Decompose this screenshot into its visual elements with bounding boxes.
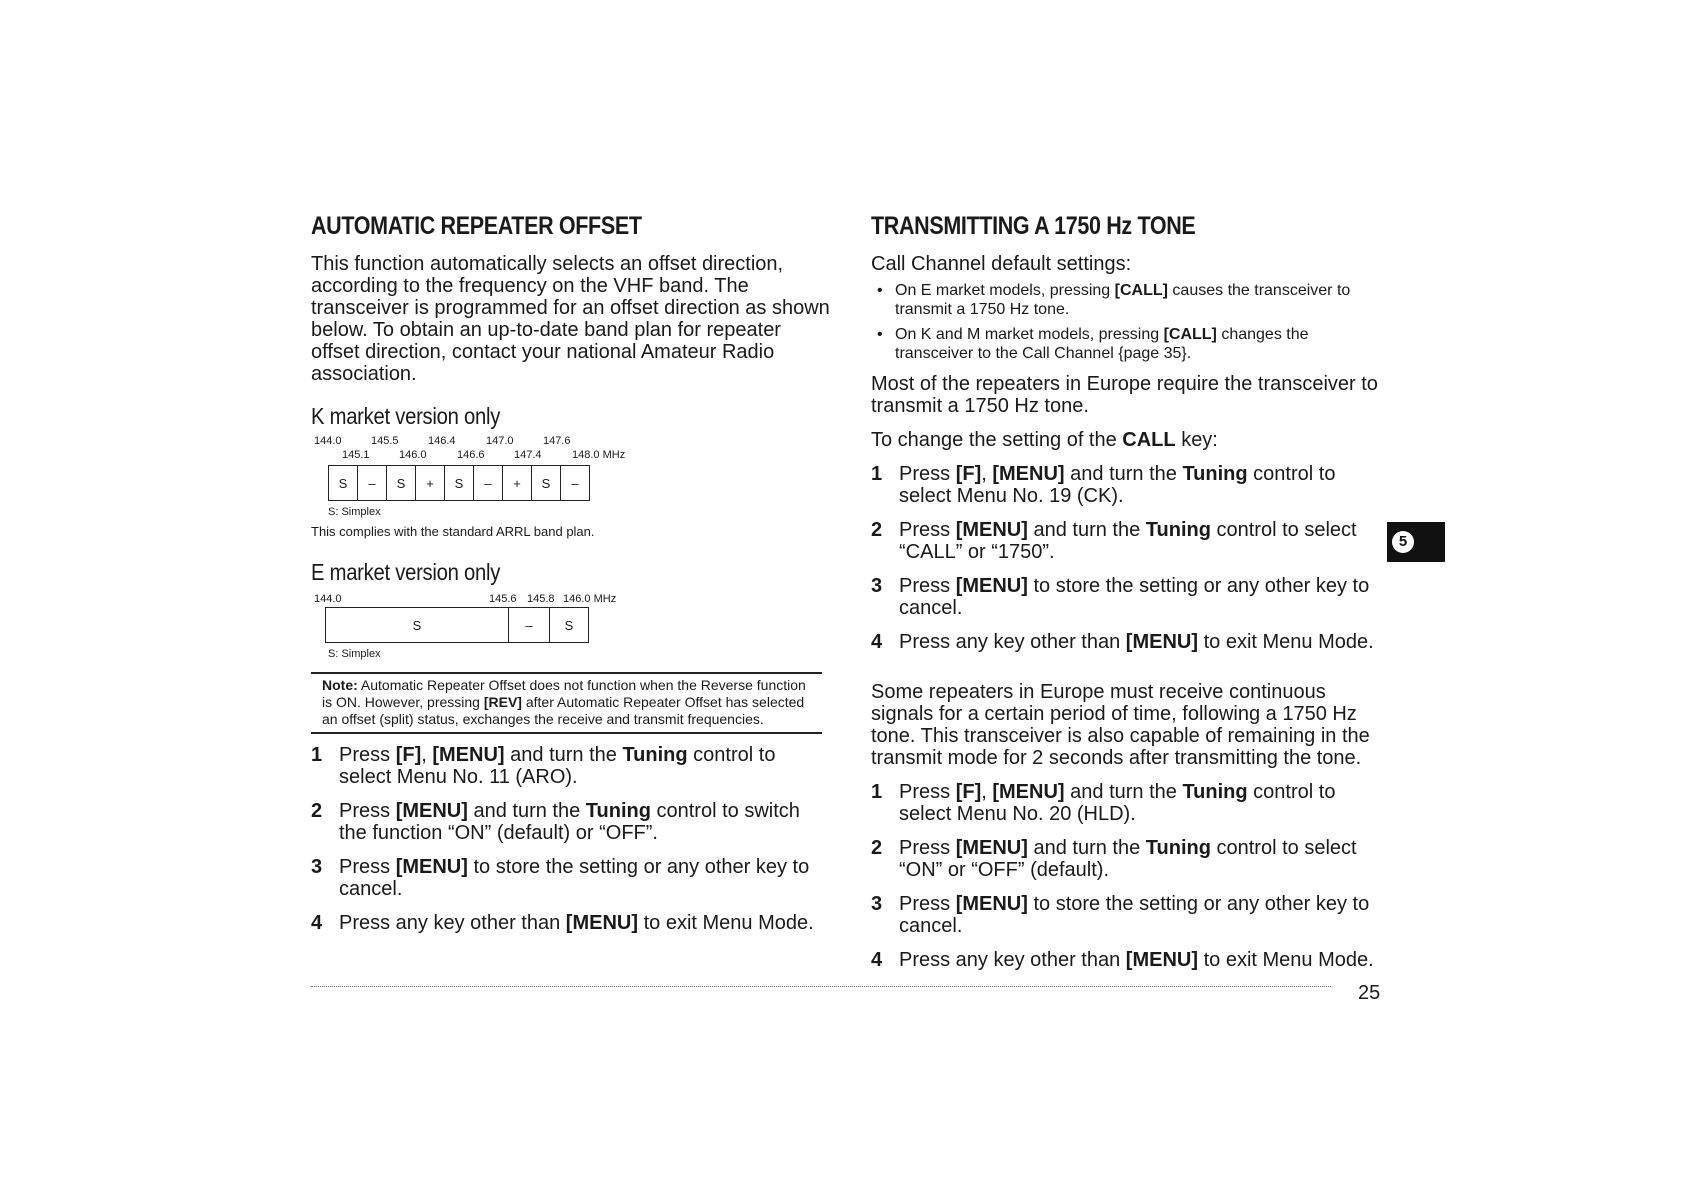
key-label: [CALL] bbox=[1163, 326, 1217, 343]
step-item bbox=[871, 781, 1391, 825]
step-number: 3 bbox=[311, 856, 323, 878]
bullet-text: changes the transceiver to the Call Channel {page 35}. bbox=[895, 326, 1309, 362]
step-item bbox=[871, 893, 1391, 937]
key-label: Tuning bbox=[1182, 463, 1248, 485]
bullet-dot: • bbox=[877, 326, 883, 343]
key-label: [MENU] bbox=[955, 893, 1028, 915]
tick-label: 148.0 MHz bbox=[572, 449, 626, 461]
left-column bbox=[311, 212, 831, 946]
step-text: and turn the bbox=[473, 800, 581, 822]
bullet-text: On K and M market models, pressing bbox=[895, 326, 1160, 343]
k-market-legend: S: Simplex bbox=[328, 506, 381, 518]
note-text: after Automatic Repeater Offset has selected an offset (split) status, exchanges the receive and transmit frequencies. bbox=[322, 694, 805, 727]
key-label: [MENU] bbox=[955, 519, 1028, 541]
step-text: Press bbox=[339, 800, 391, 822]
tick-label: 146.6 bbox=[457, 449, 485, 461]
key-label: [F] bbox=[395, 744, 422, 766]
step-text: control to switch the function “ON” (default) or “OFF”. bbox=[339, 800, 800, 844]
arrl-compliance-text: This complies with the standard ARRL band plan. bbox=[311, 524, 595, 539]
step-text: Press bbox=[339, 856, 391, 878]
call-defaults-label: Call Channel default settings: bbox=[871, 253, 1132, 275]
key-label: CALL bbox=[1122, 429, 1176, 451]
tick-label: 145.5 bbox=[371, 435, 399, 447]
step-item bbox=[311, 800, 831, 844]
step-text: control to select “ON” or “OFF” (default). bbox=[899, 837, 1357, 881]
key-label: Tuning bbox=[622, 744, 688, 766]
bullet-text: On E market models, pressing bbox=[895, 282, 1111, 299]
step-number: 3 bbox=[871, 575, 883, 597]
key-label: [MENU] bbox=[395, 800, 468, 822]
e-market-band-plan bbox=[325, 607, 589, 643]
step-text: control to select Menu No. 11 (ARO). bbox=[339, 744, 776, 788]
step-number: 2 bbox=[871, 837, 883, 859]
footer-divider bbox=[311, 986, 1331, 987]
key-label: [MENU] bbox=[565, 912, 639, 934]
k-market-tick-labels bbox=[311, 435, 831, 465]
step-text: Press bbox=[899, 575, 951, 597]
step-item bbox=[871, 949, 1391, 971]
tick-label: 144.0 bbox=[314, 593, 342, 605]
key-label: [MENU] bbox=[432, 744, 505, 766]
step-item bbox=[311, 912, 831, 934]
step-text: control to select Menu No. 20 (HLD). bbox=[899, 781, 1336, 825]
key-label: Tuning bbox=[1145, 837, 1211, 859]
step-item bbox=[871, 463, 1391, 507]
step-text: to store the setting or any other key to cancel. bbox=[899, 893, 1370, 937]
key-label: [MENU] bbox=[992, 463, 1065, 485]
bullet-item bbox=[871, 325, 1391, 363]
step-number: 2 bbox=[311, 800, 323, 822]
continuous-signal-text: Some repeaters in Europe must receive continuous signals for a certain period of time, following a 1750 Hz tone. This transceiver is also capable of remaining in the transmit mode for 2 seconds after transmitting the tone. bbox=[871, 681, 1370, 769]
change-call-text bbox=[871, 429, 1391, 451]
step-number: 4 bbox=[871, 631, 883, 653]
key-label: Tuning bbox=[585, 800, 651, 822]
tick-label: 146.4 bbox=[428, 435, 456, 447]
key-label: [CALL] bbox=[1114, 282, 1168, 299]
tick-label: 146.0 bbox=[399, 449, 427, 461]
band-segment: S bbox=[387, 466, 416, 500]
step-text: Press any key other than bbox=[899, 949, 1121, 971]
key-label: [F] bbox=[955, 781, 982, 803]
step-item bbox=[311, 744, 831, 788]
key-label: [MENU] bbox=[992, 781, 1065, 803]
tick-label: 145.8 bbox=[527, 593, 555, 605]
band-segment: S bbox=[445, 466, 474, 500]
e-market-legend: S: Simplex bbox=[328, 648, 381, 660]
aro-steps bbox=[311, 744, 831, 934]
body-text: key: bbox=[1181, 429, 1218, 451]
step-text: to exit Menu Mode. bbox=[643, 912, 814, 934]
note-label: Note: bbox=[322, 677, 358, 693]
band-segment: – bbox=[571, 475, 579, 491]
chapter-tab bbox=[1387, 522, 1445, 562]
step-text: Press bbox=[899, 893, 951, 915]
step-text: , bbox=[421, 744, 427, 766]
band-segment: – bbox=[509, 608, 550, 642]
step-text: and turn the bbox=[1033, 837, 1141, 859]
step-number: 3 bbox=[871, 893, 883, 915]
step-item bbox=[871, 631, 1391, 653]
step-text: to exit Menu Mode. bbox=[1203, 631, 1374, 653]
step-number: 1 bbox=[871, 781, 883, 803]
right-column bbox=[871, 212, 1391, 971]
step-text: and turn the bbox=[1070, 463, 1177, 485]
step-text: to store the setting or any other key to cancel. bbox=[899, 575, 1370, 619]
step-text: Press bbox=[339, 744, 391, 766]
step-number: 4 bbox=[871, 949, 883, 971]
step-text: Press bbox=[899, 463, 951, 485]
band-segment: S bbox=[532, 466, 561, 500]
step-text: and turn the bbox=[1070, 781, 1177, 803]
key-label: [MENU] bbox=[1125, 631, 1199, 653]
e-market-tick-labels bbox=[311, 591, 831, 607]
bullet-dot: • bbox=[877, 282, 883, 299]
band-segment: S bbox=[564, 617, 574, 633]
tick-label: 147.0 bbox=[486, 435, 514, 447]
step-text: Press bbox=[899, 837, 951, 859]
aro-intro: This function automatically selects an offset direction, according to the frequency on the VHF band. The transceiver is programmed for an offset direction as shown below. To obtain an up-to-date band plan for repeater offset direction, contact your national Amateur Radio association. bbox=[311, 253, 830, 385]
key-label: [MENU] bbox=[395, 856, 468, 878]
key-label: Tuning bbox=[1182, 781, 1248, 803]
band-segment: + bbox=[416, 466, 445, 500]
step-text: Press bbox=[899, 519, 951, 541]
step-item bbox=[871, 837, 1391, 881]
step-number: 1 bbox=[311, 744, 323, 766]
step-text: Press bbox=[899, 781, 951, 803]
e-market-heading: E market version only bbox=[311, 559, 501, 585]
hold-steps bbox=[871, 781, 1391, 971]
section-title-aro: AUTOMATIC REPEATER OFFSET bbox=[311, 212, 642, 240]
europe-text: Most of the repeaters in Europe require the transceiver to transmit a 1750 Hz tone. bbox=[871, 373, 1378, 417]
section-title-1750hz: TRANSMITTING A 1750 Hz TONE bbox=[871, 212, 1196, 240]
step-number: 4 bbox=[311, 912, 323, 934]
band-segment: S bbox=[329, 466, 358, 500]
step-text: control to select “CALL” or “1750”. bbox=[899, 519, 1357, 563]
tick-label: 147.4 bbox=[514, 449, 542, 461]
tick-label: 147.6 bbox=[543, 435, 571, 447]
tick-label: 145.6 bbox=[489, 593, 517, 605]
step-number: 1 bbox=[871, 463, 883, 485]
step-text: , bbox=[981, 463, 987, 485]
step-item bbox=[311, 856, 831, 900]
body-text: To change the setting of the bbox=[871, 429, 1117, 451]
key-label: Tuning bbox=[1145, 519, 1211, 541]
key-label: [MENU] bbox=[955, 837, 1028, 859]
step-text: , bbox=[981, 781, 987, 803]
step-item bbox=[871, 575, 1391, 619]
bullet-item bbox=[871, 281, 1391, 319]
step-text: Press any key other than bbox=[339, 912, 561, 934]
chapter-number: 5 bbox=[1392, 531, 1414, 553]
bullet-text: causes the transceiver to transmit a 1750 Hz tone. bbox=[895, 282, 1351, 318]
tick-label: 144.0 bbox=[314, 435, 342, 447]
k-market-band-plan bbox=[328, 465, 590, 501]
step-text: control to select Menu No. 19 (CK). bbox=[899, 463, 1336, 507]
step-text: to exit Menu Mode. bbox=[1203, 949, 1374, 971]
step-text: and turn the bbox=[510, 744, 617, 766]
step-item bbox=[871, 519, 1391, 563]
band-segment: – bbox=[358, 466, 387, 500]
k-market-heading: K market version only bbox=[311, 403, 501, 429]
tick-label: 146.0 MHz bbox=[563, 593, 617, 605]
key-label: [MENU] bbox=[955, 575, 1028, 597]
step-number: 2 bbox=[871, 519, 883, 541]
band-segment: – bbox=[474, 466, 503, 500]
step-text: Press any key other than bbox=[899, 631, 1121, 653]
step-text: to store the setting or any other key to cancel. bbox=[339, 856, 810, 900]
note-key: [REV] bbox=[483, 694, 522, 710]
note-box bbox=[311, 672, 822, 734]
key-label: [MENU] bbox=[1125, 949, 1199, 971]
band-segment: S bbox=[326, 608, 509, 642]
key-label: [F] bbox=[955, 463, 982, 485]
tick-label: 145.1 bbox=[342, 449, 370, 461]
note-text: Automatic Repeater Offset does not function when the Reverse function is ON. However, pressing bbox=[322, 677, 806, 710]
page-number: 25 bbox=[1358, 982, 1381, 1004]
call-defaults-list bbox=[871, 281, 1391, 363]
band-segment: + bbox=[503, 466, 532, 500]
call-key-steps bbox=[871, 463, 1391, 653]
step-text: and turn the bbox=[1033, 519, 1141, 541]
